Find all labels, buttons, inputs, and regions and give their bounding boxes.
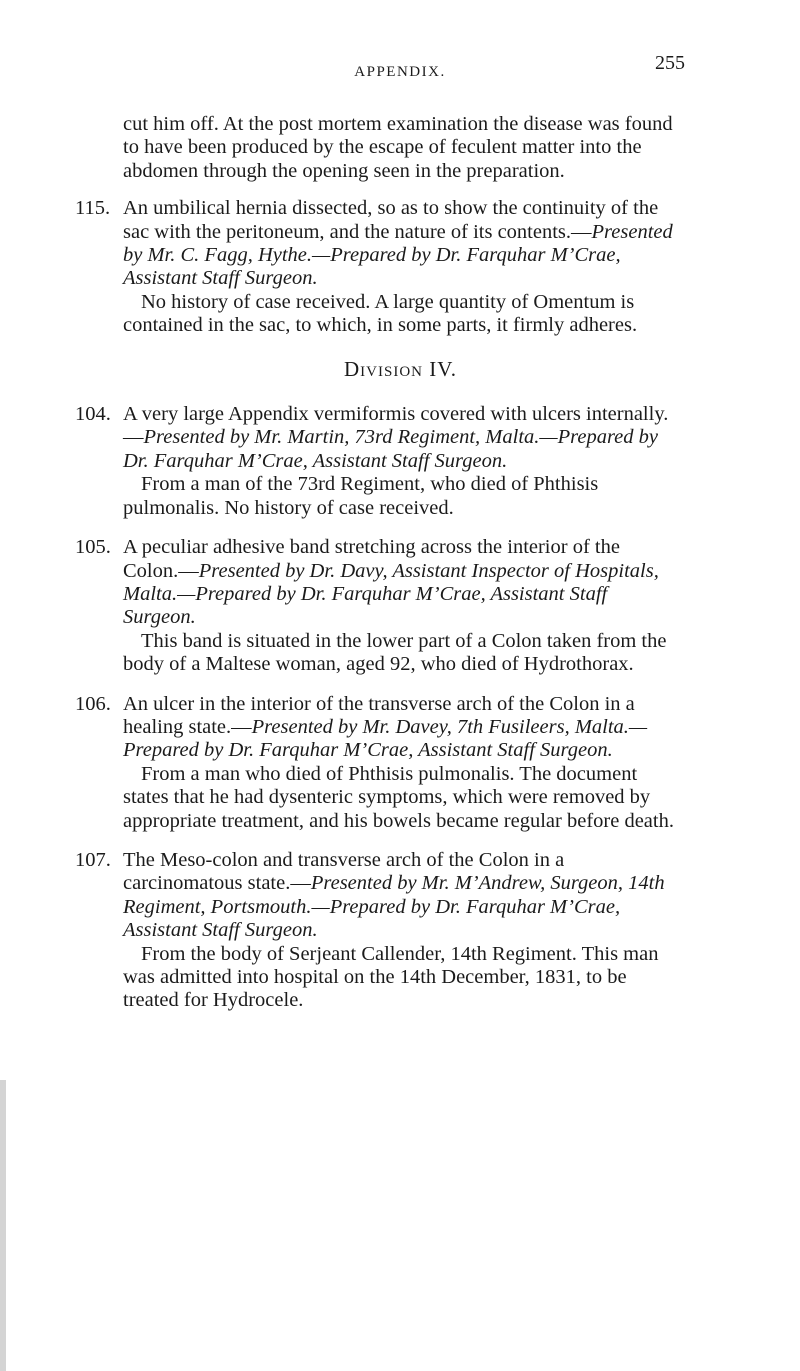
entry-credit: Presented by Mr. Davey, 7th Fusileers, Malta.—Prepared by Dr. Farquhar M’Crae, Assistant Staff Surgeon. xyxy=(123,715,648,762)
entry-notes: From a man who died of Phthisis pulmonalis. The document states that he had dysenteric symptoms, which were removed by appropriate treatment, and his bowels became regular before death. xyxy=(123,762,674,832)
entry-credit: Presented by Mr. Martin, 73rd Regiment, Malta.—Prepared by Dr. Farquhar M’Crae, Assistant Staff Surgeon. xyxy=(123,426,658,472)
entry-number: 105. xyxy=(75,536,111,559)
catalogue-entry xyxy=(75,403,678,520)
entry-description: A very large Appendix vermiformis covered with ulcers internally.— xyxy=(123,403,669,449)
entry-number: 107. xyxy=(75,848,111,871)
entry-description: A peculiar adhesive band stretching across the interior of the Colon.— xyxy=(123,536,620,582)
page-header xyxy=(0,52,800,88)
entry-notes: From a man of the 73rd Regiment, who died of Phthisis pulmonalis. No history of case received. xyxy=(123,473,599,519)
entry-notes: This band is situated in the lower part of a Colon taken from the body of a Maltese woman, aged 92, who died of Hydrothorax. xyxy=(123,629,667,676)
catalogue-entry xyxy=(75,848,678,1013)
entry-credit: Presented by Mr. M’Andrew, Surgeon, 14th Regiment, Portsmouth.—Prepared by Dr. Farquhar M’Crae, Assistant Staff Surgeon. xyxy=(123,872,665,942)
page-edge-shadow xyxy=(0,1080,6,1371)
entry-description: An ulcer in the interior of the transverse arch of the Colon in a healing state.— xyxy=(123,692,635,738)
entry-description: An umbilical hernia dissected, so as to show the continuity of the sac with the peritoneum, and the nature of its contents.— xyxy=(123,197,659,243)
entry-number: 106. xyxy=(75,692,111,715)
entry-notes: From the body of Serjeant Callender, 14th Regiment. This man was admitted into hospital on the 14th December, 1831, to be treated for Hydrocele. xyxy=(123,942,659,1012)
entry-notes: No history of case received. A large quantity of Omentum is contained in the sac, to which, in some parts, it firmly adheres. xyxy=(123,290,638,337)
page-number: 255 xyxy=(655,52,685,74)
running-head: APPENDIX. xyxy=(354,64,446,80)
entry-description: The Meso-colon and transverse arch of the Colon in a carcinomatous state.— xyxy=(123,848,565,895)
entry-number: 104. xyxy=(75,403,111,426)
entry-credit: Presented by Mr. C. Fagg, Hythe.—Prepared by Dr. Farquhar M’Crae, Assistant Staff Surgeon. xyxy=(123,220,673,290)
continued-paragraph: cut him off. At the post mortem examination the disease was found to have been produced by the escape of feculent matter into the abdomen through the opening seen in the preparation. xyxy=(123,113,673,182)
entry-number: 115. xyxy=(75,197,111,220)
division-heading: Division IV. xyxy=(344,356,457,381)
catalogue-entry xyxy=(75,692,678,833)
catalogue-entry xyxy=(75,536,678,676)
page-body xyxy=(75,113,678,1013)
entry-credit: Presented by Dr. Davy, Assistant Inspector of Hospitals, Malta.—Prepared by Dr. Farquhar M’Crae, Assistant Staff Surgeon. xyxy=(123,559,659,629)
catalogue-entry xyxy=(75,197,678,337)
